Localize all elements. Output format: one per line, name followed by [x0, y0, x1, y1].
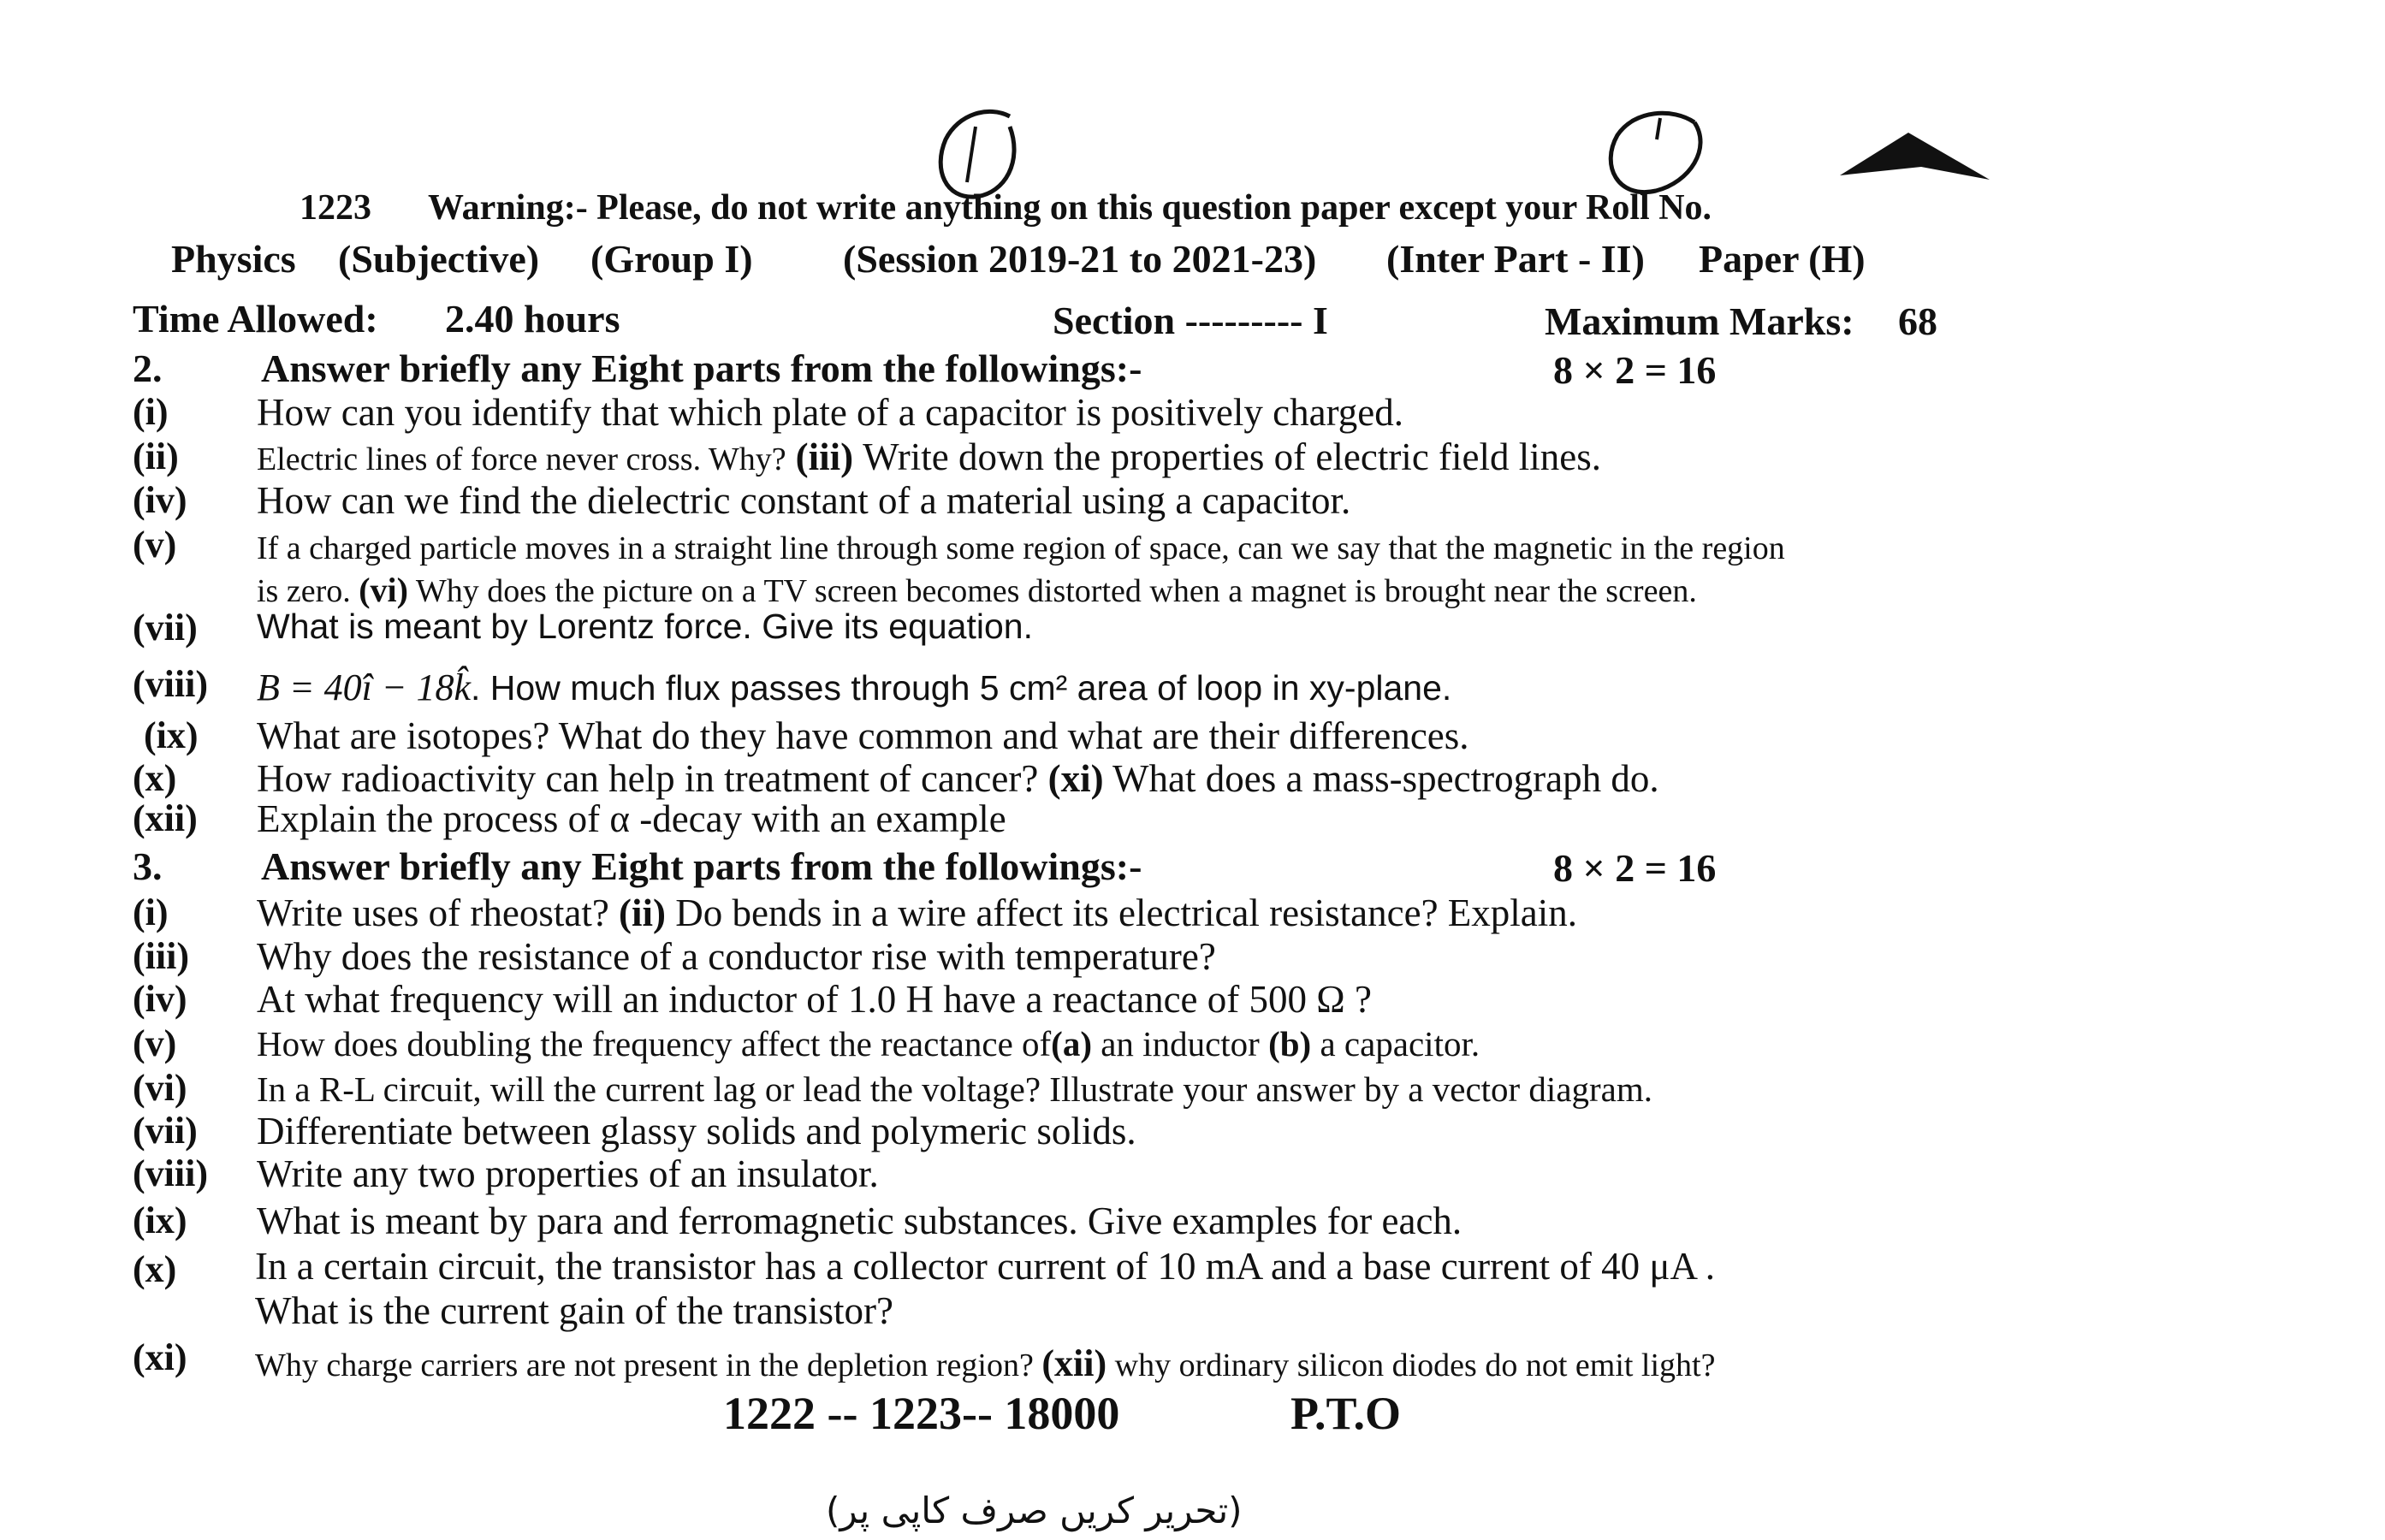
q3-item-label: (v)	[133, 1022, 177, 1064]
q2-item-text-cont	[257, 573, 1697, 607]
q2-item-label: (vii)	[133, 607, 198, 649]
q3-marks: 8 × 2 = 16	[1553, 846, 1717, 890]
group: (Group I)	[590, 237, 753, 281]
handwritten-mark-right-text	[1660, 120, 1661, 121]
q3-item-text: At what frequency will an inductor of 1.0 H have a reactance of 500 Ω ?	[257, 978, 1372, 1021]
section-label: Section --------- I	[1053, 299, 1328, 342]
footer-pto: P.T.O	[1290, 1388, 1402, 1439]
q2-item-text-part: Electric lines of force never cross. Why?	[257, 441, 786, 477]
q2-item-label: (ix)	[144, 714, 199, 756]
q3-item-text-part: Do bends in a wire affect its electrical resistance? Explain.	[675, 891, 1578, 934]
inter-part: (Inter Part - II)	[1386, 237, 1645, 281]
q2-item-text-part: . How much flux passes through 5 cm² area of loop in xy-plane.	[471, 668, 1452, 708]
q2-item-label: (viii)	[133, 663, 208, 705]
paper-label: Paper (H)	[1699, 237, 1866, 281]
magnetic-field-formula: B = 40î − 18k̂	[257, 666, 472, 708]
q3-item-text-part: How does doubling the frequency affect the reactance of	[257, 1024, 1052, 1063]
q2-item-text-part: Write down the properties of electric field lines.	[863, 435, 1601, 478]
q3-item-label: (iii)	[133, 935, 189, 977]
q3-item-text: Write any two properties of an insulator.	[257, 1152, 879, 1195]
q3-item-text-part: a capacitor.	[1311, 1024, 1480, 1063]
q3-item-text: Why does the resistance of a conductor rise with temperature?	[257, 935, 1216, 978]
time-allowed-label: Time Allowed:	[133, 297, 378, 341]
corner-ink-mark	[1840, 128, 1994, 197]
q3-item-label: (iv)	[133, 978, 187, 1020]
paper-type: (Subjective)	[338, 237, 540, 281]
q2-item-text	[257, 435, 1601, 478]
q3-item-text: Differentiate between glassy solids and polymeric solids.	[257, 1110, 1136, 1152]
q2-item-text: How can we find the dielectric constant of a material using a capacitor.	[257, 479, 1351, 522]
q2-item-sublabel: (xi)	[1047, 757, 1104, 800]
q3-item-text	[255, 1342, 1716, 1384]
q2-item-text-part: Why does the picture on a TV screen becomes distorted when a magnet is brought near the screen.	[415, 573, 1697, 609]
q2-item-text: What are isotopes? What do they have common and what are their differences.	[257, 714, 1469, 757]
q3-item-label: (vi)	[133, 1067, 187, 1109]
footer-codes: 1222 -- 1223-- 18000	[723, 1388, 1120, 1439]
q3-item-text: In a R-L circuit, will the current lag or lead the voltage? Illustrate your answer by a vector diagram.	[257, 1069, 1653, 1109]
q3-item-sublabel: (xii)	[1041, 1342, 1107, 1384]
q2-item-text: What is meant by Lorentz force. Give its equation.	[257, 607, 1033, 646]
q2-instruction: Answer briefly any Eight parts from the followings:-	[261, 346, 1142, 390]
time-allowed-value: 2.40 hours	[445, 297, 620, 341]
q2-item-sublabel: (vi)	[359, 571, 408, 609]
paper-code: 1223	[300, 188, 371, 228]
q3-item-sublabel: (b)	[1268, 1024, 1312, 1063]
q3-item-text	[257, 891, 1578, 934]
q2-item-text-part: How radioactivity can help in treatment of cancer?	[257, 757, 1039, 800]
q2-item-text	[257, 757, 1659, 800]
handwritten-mark-left-text	[967, 120, 968, 121]
subject: Physics	[171, 237, 296, 281]
q2-item-label: (xii)	[133, 797, 198, 839]
q2-number: 2.	[133, 346, 163, 390]
q2-item-label: (x)	[133, 757, 177, 799]
q3-item-text-part: why ordinary silicon diodes do not emit light?	[1114, 1348, 1716, 1383]
q3-item-label: (viii)	[133, 1152, 208, 1194]
q3-item-text: In a certain circuit, the transistor has a collector current of 10 mA and a base current of 40 μA .	[255, 1245, 1716, 1288]
q2-item-text	[257, 666, 1452, 708]
max-marks-label: Maximum Marks:	[1545, 299, 1854, 343]
q3-item-label: (xi)	[133, 1336, 187, 1378]
q2-item-text: If a charged particle moves in a straight line through some region of space, can we say that the magnetic in the region	[257, 530, 1785, 566]
q3-item-label: (x)	[133, 1248, 177, 1290]
q3-instruction: Answer briefly any Eight parts from the followings:-	[261, 844, 1142, 888]
q2-item-text: How can you identify that which plate of a capacitor is positively charged.	[257, 391, 1404, 434]
q3-item-sublabel: (ii)	[619, 891, 667, 934]
q2-item-label: (v)	[133, 524, 177, 566]
warning-text: Warning:- Please, do not write anything on this question paper except your Roll No.	[428, 188, 1712, 228]
footer-urdu-note: (تحریر کریں صرف کاپی پر)	[826, 1490, 1243, 1531]
q2-item-text-part: is zero.	[257, 573, 351, 609]
q3-item-text	[257, 1024, 1480, 1063]
q2-item-label: (i)	[133, 391, 169, 433]
q3-item-text-part: an inductor	[1091, 1024, 1269, 1063]
q2-marks: 8 × 2 = 16	[1553, 348, 1717, 392]
q2-item-sublabel: (iii)	[795, 435, 854, 478]
q3-number: 3.	[133, 844, 163, 888]
q3-item-text-part: Why charge carriers are not present in the depletion region?	[255, 1348, 1034, 1383]
q3-item-text-part: Write uses of rheostat?	[257, 891, 609, 934]
q2-item-text: Explain the process of α -decay with an example	[257, 797, 1006, 840]
q3-item-text-cont: What is the current gain of the transistor?	[255, 1289, 893, 1332]
q3-item-label: (i)	[133, 891, 169, 933]
q3-item-sublabel: (a)	[1051, 1024, 1092, 1063]
q2-item-label: (iv)	[133, 479, 187, 521]
q2-item-label: (ii)	[133, 435, 179, 477]
q3-item-text: What is meant by para and ferromagnetic substances. Give examples for each.	[257, 1199, 1462, 1242]
session: (Session 2019-21 to 2021-23)	[843, 237, 1317, 281]
q3-item-label: (vii)	[133, 1110, 198, 1152]
q2-item-text-part: What does a mass-spectrograph do.	[1112, 757, 1659, 800]
max-marks-value: 68	[1898, 299, 1937, 343]
q3-item-label: (ix)	[133, 1199, 187, 1241]
